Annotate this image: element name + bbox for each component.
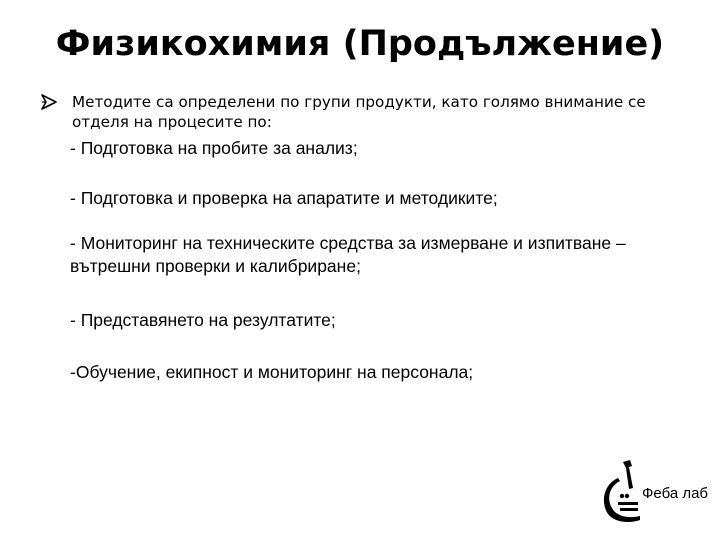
logo-text: Феба лаб <box>642 485 709 502</box>
list-item: -Обучение, екипност и мониторинг на персонала; <box>70 362 474 382</box>
slide-title: Физикохимия (Продължение) <box>55 24 665 64</box>
list-item: - Мониторинг на техническите средства за измерване и изпитване – вътрешни проверки и калибриране; <box>70 233 626 276</box>
list-item: - Представянето на резултатите; <box>70 310 336 330</box>
microscope-logo-icon <box>596 458 644 526</box>
company-logo <box>596 458 720 528</box>
main-bullet-text: Методите са определени по групи продукти, като голямо внимание се отделя на процесите по: <box>72 93 646 131</box>
list-item: - Подготовка на пробите за анализ; <box>70 138 358 158</box>
arrow-check-bullet-icon <box>40 93 58 111</box>
list-item: - Подготовка и проверка на апаратите и методиките; <box>70 188 498 208</box>
